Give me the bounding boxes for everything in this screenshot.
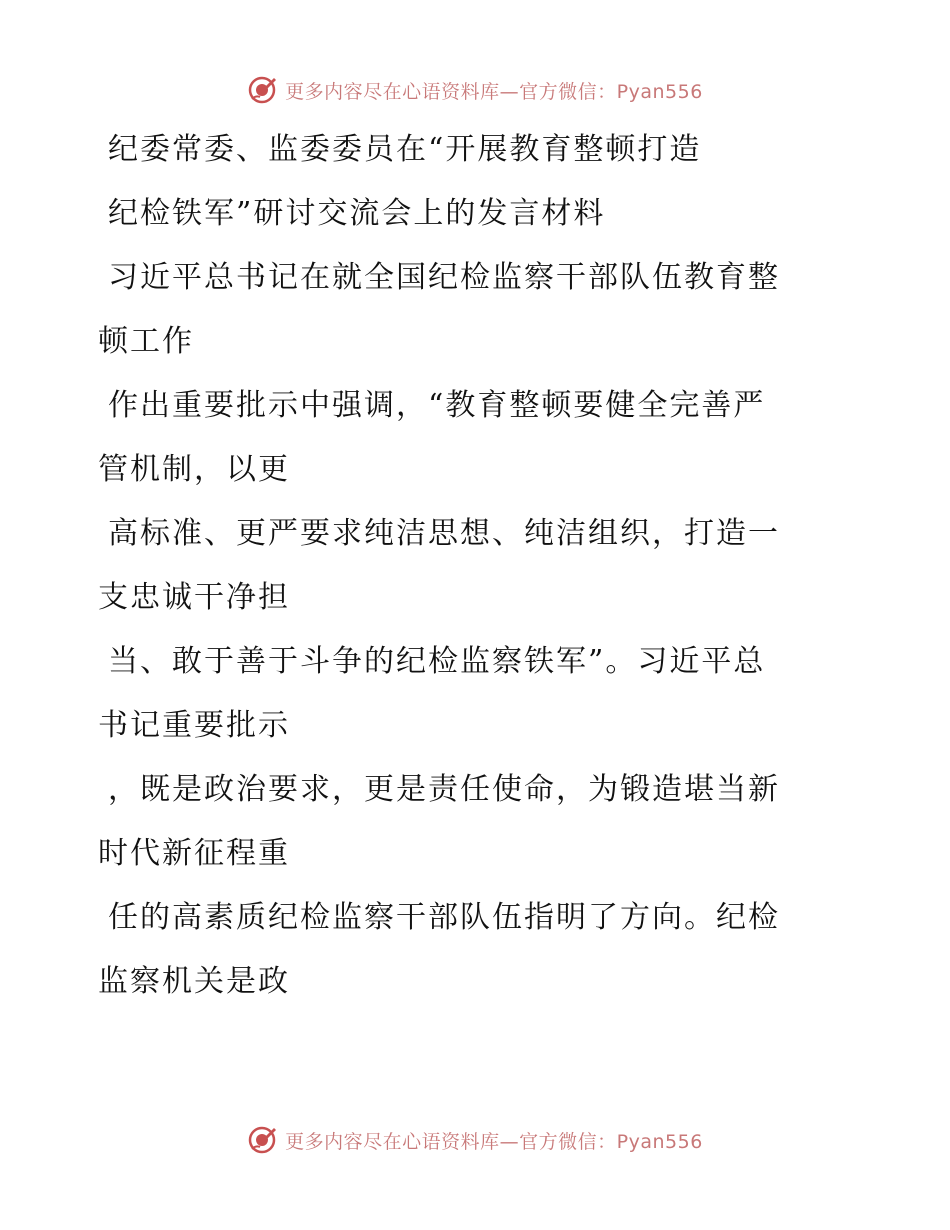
pen-seal-logo-icon (247, 1125, 277, 1155)
paragraph-line: 顿工作 (98, 324, 194, 359)
title-line: 纪委常委、监委委员在“开展教育整顿打造 (108, 132, 702, 167)
paragraph-line: 习近平总书记在就全国纪检监察干部队伍教育整 (108, 260, 780, 295)
pen-seal-logo-icon (247, 75, 277, 105)
footer-banner (0, 1120, 950, 1160)
header-banner-text: 更多内容尽在心语资料库—官方微信：Pyan556 (285, 80, 703, 103)
document-body (98, 118, 838, 1014)
paragraph-line: 书记重要批示 (98, 708, 290, 743)
paragraph-line: 管机制，以更 (98, 452, 290, 487)
paragraph-line: 高标准、更严要求纯洁思想、纯洁组织，打造一 (108, 516, 780, 551)
paragraph (98, 630, 838, 758)
paragraph-line: 时代新征程重 (98, 836, 290, 871)
paragraph (98, 758, 838, 886)
paragraph (98, 886, 838, 1014)
paragraph (98, 374, 838, 502)
paragraph-line: 监察机关是政 (98, 964, 290, 999)
document-title (98, 118, 838, 246)
paragraph (98, 502, 838, 630)
paragraph-line: 任的高素质纪检监察干部队伍指明了方向。纪检 (108, 900, 780, 935)
paragraph-line: 作出重要批示中强调，“教育整顿要健全完善严 (108, 388, 766, 423)
paragraph (98, 246, 838, 374)
header-banner (0, 70, 950, 110)
footer-banner-text: 更多内容尽在心语资料库—官方微信：Pyan556 (285, 1130, 703, 1153)
paragraph-line: 支忠诚干净担 (98, 580, 290, 615)
paragraph-line: 当、敢于善于斗争的纪检监察铁军”。习近平总 (108, 644, 766, 679)
title-line: 纪检铁军”研讨交流会上的发言材料 (108, 196, 606, 231)
paragraph-line: ，既是政治要求，更是责任使命，为锻造堪当新 (108, 772, 780, 807)
